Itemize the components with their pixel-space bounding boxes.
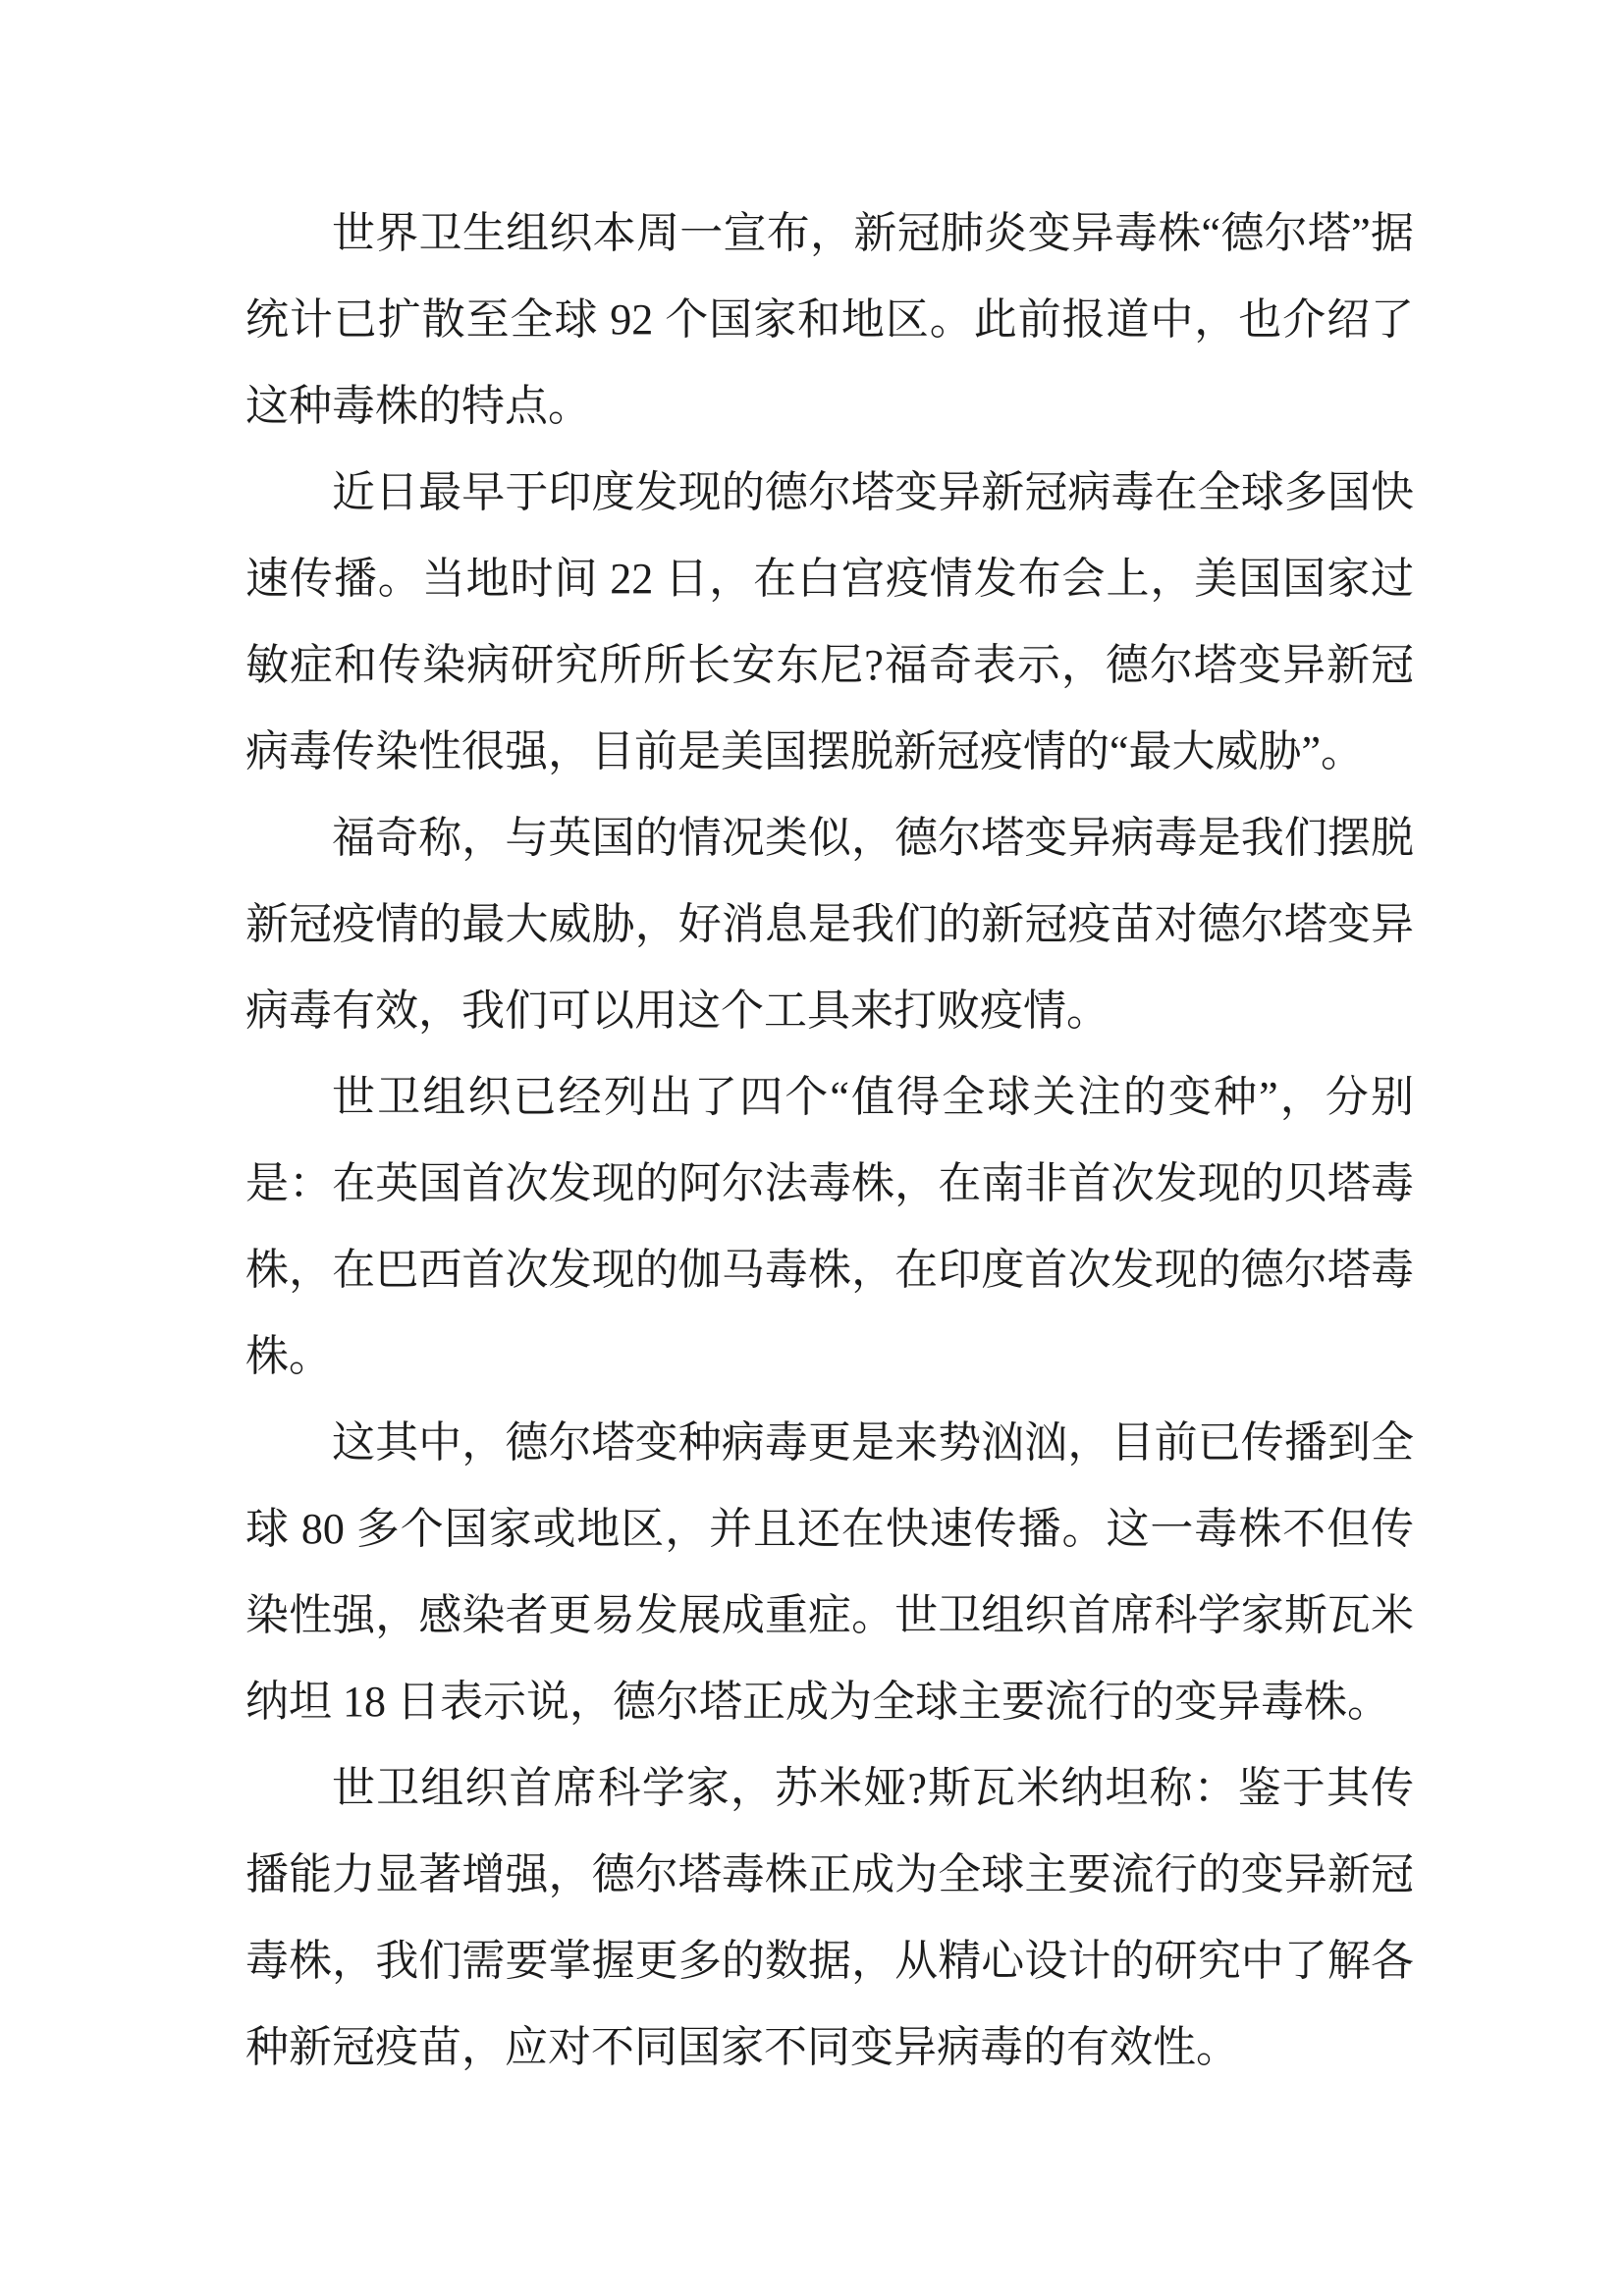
paragraph-who-announcement: 世界卫生组织本周一宣布，新冠肺炎变异毒株“德尔塔”据统计已扩散至全球 92 个国家和地区。此前报道中，也介绍了这种毒株的特点。 bbox=[245, 209, 1414, 430]
paragraph-swaminathan-quote: 世卫组织首席科学家，苏米娅?斯瓦米纳坦称：鉴于其传播能力显著增强，德尔塔毒株正成为全球主要流行的变异新冠毒株，我们需要掌握更多的数据，从精心设计的研究中了解各种新冠疫苗，应对不同国家不同变异病毒的有效性。 bbox=[245, 1764, 1414, 2071]
article-text-block bbox=[245, 190, 1414, 2091]
paragraph-delta-spread: 这其中，德尔塔变种病毒更是来势汹汹，目前已传播到全球 80 多个国家或地区，并且还在快速传播。这一毒株不但传染性强，感染者更易发展成重症。世卫组织首席科学家斯瓦米纳坦 18 日表示说，德尔塔正成为全球主要流行的变异毒株。 bbox=[245, 1418, 1414, 1726]
paragraph-fauci-quote: 福奇称，与英国的情况类似，德尔塔变异病毒是我们摆脱新冠疫情的最大威胁，好消息是我们的新冠疫苗对德尔塔变异病毒有效，我们可以用这个工具来打败疫情。 bbox=[245, 814, 1414, 1035]
paragraph-four-variants: 世卫组织已经列出了四个“值得全球关注的变种”，分别是：在英国首次发现的阿尔法毒株，在南非首次发现的贝塔毒株，在巴西首次发现的伽马毒株，在印度首次发现的德尔塔毒株。 bbox=[245, 1073, 1414, 1380]
paragraph-fauci-briefing: 近日最早于印度发现的德尔塔变异新冠病毒在全球多国快速传播。当地时间 22 日，在白宫疫情发布会上，美国国家过敏症和传染病研究所所长安东尼?福奇表示，德尔塔变异新冠病毒传染性很强，目前是美国摆脱新冠疫情的“最大威胁”。 bbox=[245, 468, 1414, 775]
